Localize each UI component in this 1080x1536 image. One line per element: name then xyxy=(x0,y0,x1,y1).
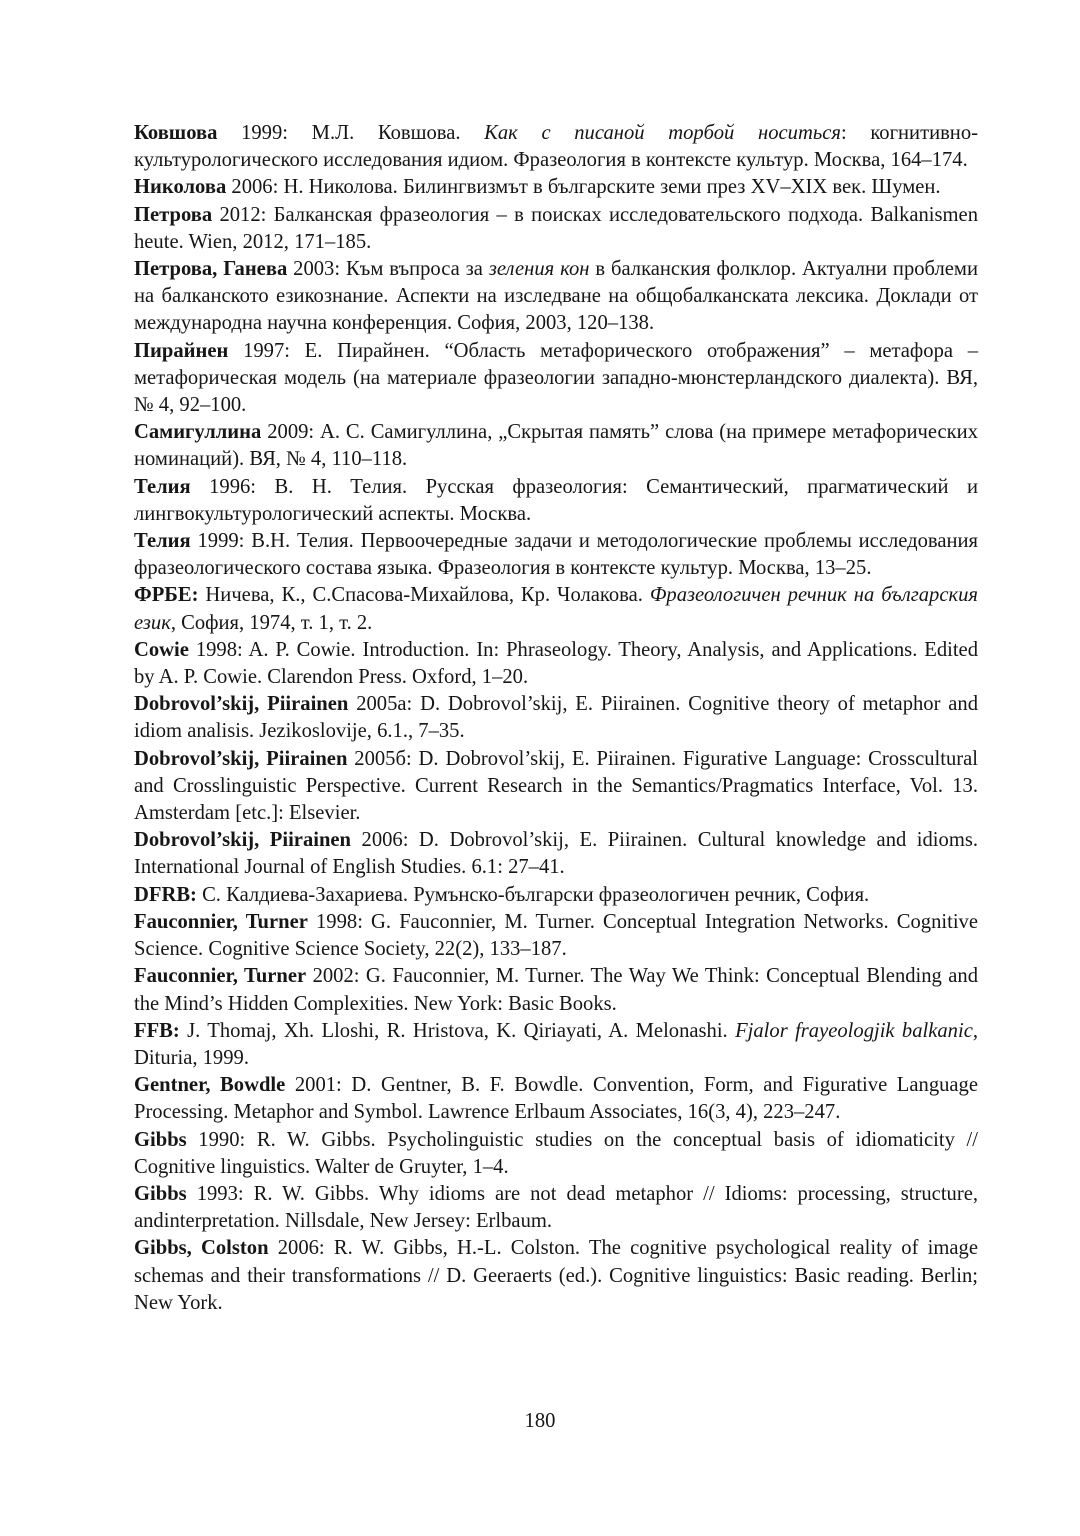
entry-text: 2005б: D. Dobrovol’skij, E. Piirainen. Figurative Language: Crosscultural and Crosslinguistic Perspective. Current Research in the Semantics/Pragmatics Interface, Vol. 13. Amsterdam [etc.]: Elsevier. xyxy=(134,747,978,825)
bibliography-entry xyxy=(134,528,978,582)
bibliography-entry xyxy=(134,909,978,963)
entry-text: 2001: D. Gentner, B. F. Bowdle. Convention, Form, and Figurative Language Processing. Metaphor and Symbol. Lawrence Erlbaum Associates, 16(3, 4), 223–247. xyxy=(134,1074,978,1124)
entry-title-italic: Фразеологичен речник на българския език xyxy=(134,584,978,634)
entry-author: Dobrovol’skij, Piirainen xyxy=(134,747,348,770)
entry-author: Самигуллина xyxy=(134,421,262,444)
bibliography-entry xyxy=(134,637,978,691)
entry-text: 2009: А. С. Самигуллина, „Скрытая память” слова (на примере метафорических номинаций). ВЯ, № 4, 110–118. xyxy=(134,421,978,471)
entry-text: в балканския фолклор. Актуални проблеми на балканското езикознание. Аспекти на изследване на общобалканската лексика. Доклади от международна научна конференция. София, 2003, 120–138. xyxy=(134,258,978,335)
entry-author: Пирайнен xyxy=(134,339,229,362)
entry-text: 2005a: D. Dobrovol’skij, E. Piirainen. Cognitive theory of metaphor and idiom analisis. Jezikoslovije, 6.1., 7–35. xyxy=(134,693,979,743)
entry-text: 2003: Към въпроса за xyxy=(287,258,489,281)
entry-text: 1999: М.Л. Ковшова. xyxy=(217,122,485,144)
bibliography-entry xyxy=(134,582,978,636)
entry-title-italic: Как с писаной торбой носиться xyxy=(484,122,841,144)
entry-author: ФРБЕ: xyxy=(134,584,199,607)
bibliography-entry xyxy=(134,746,978,828)
entry-author: Gibbs, Colston xyxy=(134,1237,269,1260)
entry-text: 1999: В.Н. Телия. Первоочередные задачи и методологические проблемы исследования фразеологического состава языка. Фразеология в контексте культур. Москва, 13–25. xyxy=(134,530,978,580)
bibliography-entry xyxy=(134,963,978,1017)
entry-text: Ничева, К., С.Спасова-Михайлова, Кр. Чолакова. xyxy=(198,584,650,607)
entry-text: : когнитивно-культурологического исследования идиом. Фразеология в контексте культур. Москва, 164–174. xyxy=(134,122,978,172)
bibliography-entry xyxy=(134,120,978,174)
bibliography-entry xyxy=(134,419,978,473)
entry-author: Dobrovol’skij, Piirainen xyxy=(134,693,349,716)
entry-text: 2006: Н. Николова. Билингвизмът в българските земи през XV–XIX век. Шумен. xyxy=(226,176,941,199)
entry-text: 2006: D. Dobrovol’skij, E. Piirainen. Cultural knowledge and idioms. International Journal of English Studies. 6.1: 27–41. xyxy=(134,829,979,879)
bibliography-entry xyxy=(134,691,978,745)
bibliography-entry xyxy=(134,1018,978,1072)
entry-text: С. Калдиева-Захариева. Румънско-български фразеологичен речник, София. xyxy=(196,883,870,906)
entry-author: Fauconnier, Turner xyxy=(134,965,307,988)
bibliography-entry xyxy=(134,1235,978,1317)
entry-text: 1990: R. W. Gibbs. Psycholinguistic studies on the conceptual basis of idiomaticity // Cognitive linguistics. Walter de Gruyter, 1–4. xyxy=(134,1128,978,1178)
bibliography-entry xyxy=(134,1181,978,1235)
entry-text: , София, 1974, т. 1, т. 2. xyxy=(170,611,373,634)
entry-author: Ковшова xyxy=(134,122,218,144)
entry-text: 1996: В. Н. Телия. Русская фразеология: Семантический, прагматический и лингвокультурологический аспекты. Москва. xyxy=(134,475,978,525)
bibliography-entry xyxy=(134,338,978,420)
entry-author: Dobrovol’skij, Piirainen xyxy=(134,829,352,852)
entry-author: DFRB: xyxy=(134,883,197,906)
entry-author: Николова xyxy=(134,176,227,199)
entry-author: Gibbs xyxy=(134,1128,187,1151)
entry-author: Петрова, Ганева xyxy=(134,258,288,281)
entry-author: Fauconnier, Turner xyxy=(134,910,308,933)
bibliography-entry xyxy=(134,474,978,528)
entry-text: 1998: G. Fauconnier, M. Turner. Conceptual Integration Networks. Cognitive Science. Cognitive Science Society, 22(2), 133–187. xyxy=(134,910,978,961)
entry-author: FFB: xyxy=(134,1019,180,1042)
entry-text: J. Thomaj, Xh. Lloshi, R. Hristova, K. Qiriayati, A. Melonashi. xyxy=(179,1019,736,1042)
bibliography-entry xyxy=(134,827,978,881)
entry-text: 1998: A. P. Cowie. Introduction. In: Phraseology. Theory, Analysis, and Applications. Edited by A. P. Cowie. Clarendon Press. Oxford, 1–20. xyxy=(134,638,978,689)
bibliography-entry xyxy=(134,256,978,338)
entry-title-italic: Fjalor frayeologjik balkanic xyxy=(735,1019,973,1042)
bibliography-entry xyxy=(134,202,978,256)
entry-author: Телия xyxy=(134,475,191,498)
bibliography-entry xyxy=(134,882,978,909)
entry-author: Телия xyxy=(134,530,191,553)
entry-text: 1997: Е. Пирайнен. “Область метафорического отображения” – метафора – метафорическая модель (на материале фразеологии западно-мюнстерландского диалекта). ВЯ, № 4, 92–100. xyxy=(134,339,978,417)
entry-author: Петрова xyxy=(134,203,213,226)
bibliography-entry xyxy=(134,1127,978,1181)
entry-author: Gibbs xyxy=(134,1182,187,1205)
entry-text: 2002: G. Fauconnier, M. Turner. The Way We Think: Conceptual Blending and the Mind’s Hidden Complexities. New York: Basic Books. xyxy=(134,965,978,1015)
entry-text: 2006: R. W. Gibbs, H.-L. Colston. The cognitive psychological reality of image schemas and their transformations // D. Geeraerts (ed.). Cognitive linguistics: Basic reading. Berlin; New York. xyxy=(134,1237,978,1314)
entry-title-italic: зеления кон xyxy=(488,258,590,281)
bibliography-entry xyxy=(134,174,978,201)
entry-author: Cowie xyxy=(134,638,189,661)
entry-text: , Dituria, 1999. xyxy=(134,1019,978,1069)
bibliography-list xyxy=(134,120,978,1317)
entry-text: 1993: R. W. Gibbs. Why idioms are not dead metaphor // Idioms: processing, structure, andinterpretation. Nillsdale, New Jersey: Erlbaum. xyxy=(134,1182,978,1233)
entry-author: Gentner, Bowdle xyxy=(134,1074,286,1097)
bibliography-entry xyxy=(134,1072,978,1126)
entry-text: 2012: Балканская фразеология – в поисках исследовательского подхода. Balkanismen heute. Wien, 2012, 171–185. xyxy=(134,203,978,253)
page-number: 180 xyxy=(524,1410,556,1432)
